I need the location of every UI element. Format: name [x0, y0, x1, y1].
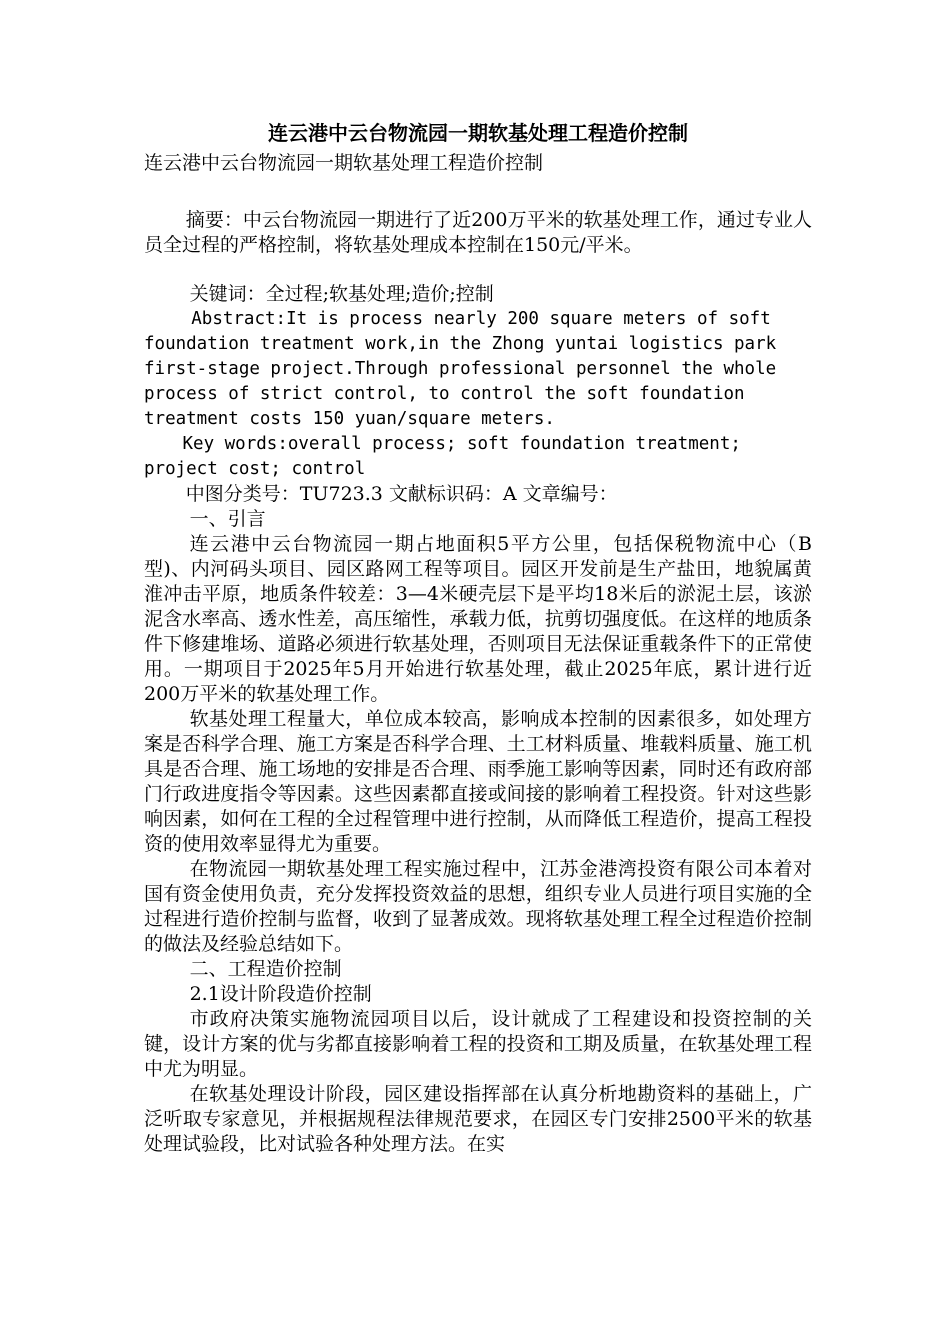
- body-paragraph: 软基处理工程量大，单位成本较高，影响成本控制的因素很多，如处理方案是否科学合理、施工方案是否科学合理、土工材料质量、堆载料质量、施工机具是否合理、施工场地的安排是否合理、雨季施工影响等因素，同时还有政府部门行政进度指令等因素。这些因素都直接或间接的影响着工程投资。针对这些影响因素，如何在工程的全过程管理中进行控制，从而降低工程造价，提高工程投资的使用效率显得尤为重要。: [144, 708, 812, 855]
- document-subtitle: 连云港中云台物流园一期软基处理工程造价控制: [144, 152, 544, 174]
- document-title: 连云港中云台物流园一期软基处理工程造价控制: [268, 121, 688, 145]
- body-paragraph: 连云港中云台物流园一期占地面积5平方公里，包括保税物流中心（B型)、内河码头项目、园区路网工程等项目。园区开发前是生产盐田，地貌属黄淮冲击平原，地质条件较差：3—4米硬壳层下是平均18米后的淤泥土层，该淤泥含水率高、透水性差，高压缩性，承载力低，抗剪切强度低。在这样的地质条件下修建堆场、道路必须进行软基处理，否则项目无法保证重载条件下的正常使用。一期项目于2025年5月开始进行软基处理，截止2025年底，累计进行近200万平米的软基处理工作。: [144, 533, 812, 705]
- keywords-en: Key words:overall process; soft foundation treatment; project cost; control: [144, 434, 741, 479]
- document-body: [144, 118, 812, 1157]
- keywords-cn: 关键词：全过程;软基处理;造价;控制: [189, 283, 494, 305]
- abstract-en: Abstract:It is process nearly 200 square meters of soft foundation treatment work,in the Zhong yuntai logistics park first-stage project.Through professional personnel the whole process of strict control, to control the soft foundation treatment costs 150 yuan/square meters.: [144, 309, 777, 429]
- body-paragraph: 在软基处理设计阶段，园区建设指挥部在认真分析地勘资料的基础上，广泛听取专家意见，并根据规程法律规范要求，在园区专门安排2500平米的软基处理试验段，比对试验各种处理方法。在实: [144, 1083, 812, 1155]
- section-heading-cost-control: 二、工程造价控制: [189, 958, 342, 980]
- abstract-cn: 摘要：中云台物流园一期进行了近200万平米的软基处理工作，通过专业人员全过程的严格控制，将软基处理成本控制在150元/平米。: [144, 209, 812, 256]
- body-paragraph: 在物流园一期软基处理工程实施过程中，江苏金港湾投资有限公司本着对国有资金使用负责，充分发挥投资效益的思想，组织专业人员进行项目实施的全过程进行造价控制与监督，收到了显著成效。现将软基处理工程全过程造价控制的做法及经验总结如下。: [144, 858, 812, 955]
- spacer: [144, 258, 812, 282]
- section-heading-intro: 一、引言: [189, 508, 266, 530]
- body-paragraph: 市政府决策实施物流园项目以后，设计就成了工程建设和投资控制的关键，设计方案的优与劣都直接影响着工程的投资和工期及质量，在软基处理工程中尤为明显。: [144, 1008, 812, 1080]
- subsection-heading-design-stage: 2.1设计阶段造价控制: [189, 983, 372, 1005]
- classification-line: 中图分类号：TU723.3 文献标识码：A 文章编号：: [185, 483, 618, 505]
